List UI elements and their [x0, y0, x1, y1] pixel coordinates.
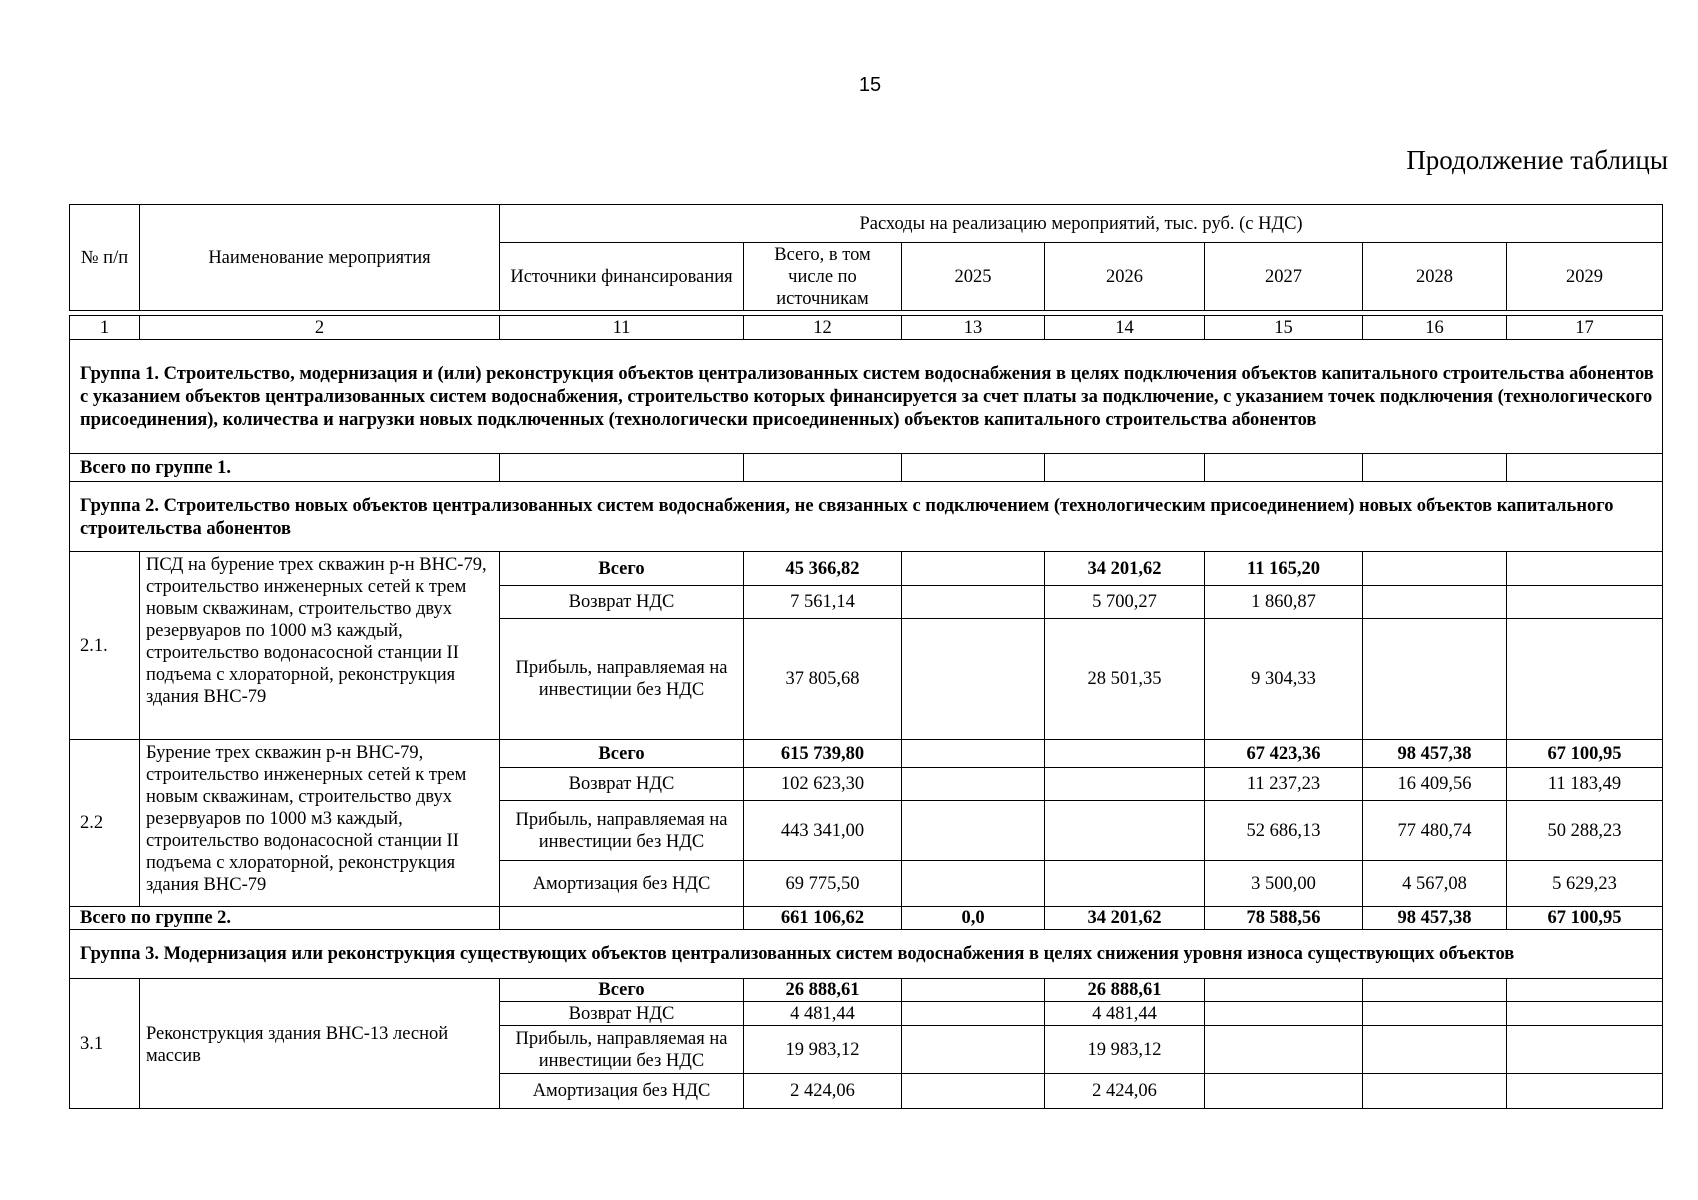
total-value: 661 106,62 — [744, 907, 902, 930]
source-label: Возврат НДС — [500, 586, 744, 619]
value-2028 — [1363, 552, 1507, 586]
group-3-title: Группа 3. Модернизация или реконструкция существующих объектов централизованных систем водоснабжения в целях снижения уровня износа существующих объектов — [70, 930, 1663, 979]
continuation-label: Продолжение таблицы — [1406, 145, 1668, 175]
source-label: Амортизация без НДС — [500, 861, 744, 907]
value-2026 — [1045, 861, 1205, 907]
investment-table — [69, 204, 1663, 1109]
value-2029 — [1507, 1002, 1663, 1026]
value-2029 — [1507, 586, 1663, 619]
value-2027 — [1205, 979, 1363, 1002]
value-2029: 5 629,23 — [1507, 861, 1663, 907]
value-2026: 2 424,06 — [1045, 1074, 1205, 1109]
group-1-total-label: Всего по группе 1. — [70, 454, 500, 482]
value-2026 — [1045, 768, 1205, 801]
header-total: Всего, в том числе по источникам — [744, 243, 902, 311]
total-value: 26 888,61 — [744, 979, 902, 1002]
value-2027 — [1205, 1026, 1363, 1074]
value-2028: 4 567,08 — [1363, 861, 1507, 907]
item-number: 3.1 — [70, 979, 140, 1109]
group-1-total-row — [70, 454, 1663, 482]
header-row-1 — [70, 205, 1663, 243]
value-2025 — [902, 586, 1045, 619]
total-value: 615 739,80 — [744, 740, 902, 768]
table-row — [70, 740, 1663, 768]
column-numbers-row — [70, 316, 1663, 340]
value-2029 — [1507, 619, 1663, 740]
value-2026: 34 201,62 — [1045, 907, 1205, 930]
col-number: 14 — [1045, 316, 1205, 340]
page-number: 15 — [858, 74, 882, 96]
total-value: 102 623,30 — [744, 768, 902, 801]
group-2-total-row — [70, 907, 1663, 930]
header-year: 2025 — [902, 243, 1045, 311]
value-2028 — [1363, 1026, 1507, 1074]
item-name: ПСД на бурение трех скважин р-н ВНС-79, строительство инженерных сетей к трем новым скважинам, строительство двух резервуаров по 1000 м3 каждый, строительство водонасосной станции II подъема с хлораторной, реконструкция здания ВНС-79 — [140, 552, 500, 740]
value-2026: 19 983,12 — [1045, 1026, 1205, 1074]
item-number: 2.1. — [70, 552, 140, 740]
value-2027: 9 304,33 — [1205, 619, 1363, 740]
source-label: Прибыль, направляемая на инвестиции без НДС — [500, 1026, 744, 1074]
value-2028: 98 457,38 — [1363, 740, 1507, 768]
source-label: Амортизация без НДС — [500, 1074, 744, 1109]
header-year: 2029 — [1507, 243, 1663, 311]
value-2025 — [902, 801, 1045, 861]
col-number: 17 — [1507, 316, 1663, 340]
source-label: Возврат НДС — [500, 768, 744, 801]
table-row — [70, 552, 1663, 586]
col-number: 2 — [140, 316, 500, 340]
source-label: Всего — [500, 979, 744, 1002]
value-2028: 77 480,74 — [1363, 801, 1507, 861]
value-2025 — [902, 1074, 1045, 1109]
value-2026: 28 501,35 — [1045, 619, 1205, 740]
value-2029: 67 100,95 — [1507, 740, 1663, 768]
group-1-title: Группа 1. Строительство, модернизация и (или) реконструкция объектов централизованных систем водоснабжения в целях подключения объектов капитального строительства абонентов с указанием объектов централизованных систем водоснабжения, строительство которых финансируется за счет платы за подключение, с указанием точек подключения (технологического присоединения), количества и нагрузки новых подключенных (технологически присоединенных) объектов капитального строительства абонентов — [70, 340, 1663, 454]
value-2027: 78 588,56 — [1205, 907, 1363, 930]
value-2025 — [902, 1002, 1045, 1026]
value-2025 — [902, 552, 1045, 586]
total-value: 443 341,00 — [744, 801, 902, 861]
value-2027: 52 686,13 — [1205, 801, 1363, 861]
value-2025 — [902, 861, 1045, 907]
value-2027: 3 500,00 — [1205, 861, 1363, 907]
value-2025 — [902, 979, 1045, 1002]
item-name: Бурение трех скважин р-н ВНС-79, строительство инженерных сетей к трем новым скважинам, строительство двух резервуаров по 1000 м3 каждый, строительство водонасосной станции II подъема с хлораторной, реконструкция здания ВНС-79 — [140, 740, 500, 907]
value-2027 — [1205, 1074, 1363, 1109]
value-2028: 16 409,56 — [1363, 768, 1507, 801]
source-label: Прибыль, направляемая на инвестиции без НДС — [500, 801, 744, 861]
header-num: № п/п — [70, 205, 140, 311]
value-2029: 67 100,95 — [1507, 907, 1663, 930]
value-2027 — [1205, 1002, 1363, 1026]
value-2028: 98 457,38 — [1363, 907, 1507, 930]
table-row — [70, 979, 1663, 1002]
value-2025: 0,0 — [902, 907, 1045, 930]
value-2025 — [902, 1026, 1045, 1074]
value-2029: 50 288,23 — [1507, 801, 1663, 861]
value-2027: 1 860,87 — [1205, 586, 1363, 619]
value-2029: 11 183,49 — [1507, 768, 1663, 801]
group-1-title-row — [70, 340, 1663, 454]
col-number: 12 — [744, 316, 902, 340]
total-value: 7 561,14 — [744, 586, 902, 619]
source-label: Возврат НДС — [500, 1002, 744, 1026]
group-2-title-row — [70, 482, 1663, 552]
col-number: 13 — [902, 316, 1045, 340]
total-value: 2 424,06 — [744, 1074, 902, 1109]
col-number: 1 — [70, 316, 140, 340]
value-2026: 5 700,27 — [1045, 586, 1205, 619]
total-value: 4 481,44 — [744, 1002, 902, 1026]
value-2029 — [1507, 1074, 1663, 1109]
item-number: 2.2 — [70, 740, 140, 907]
total-value: 19 983,12 — [744, 1026, 902, 1074]
col-number: 15 — [1205, 316, 1363, 340]
value-2028 — [1363, 979, 1507, 1002]
header-year: 2028 — [1363, 243, 1507, 311]
source-label: Всего — [500, 740, 744, 768]
source-label: Прибыль, направляемая на инвестиции без НДС — [500, 619, 744, 740]
value-2026: 26 888,61 — [1045, 979, 1205, 1002]
value-2027: 11 237,23 — [1205, 768, 1363, 801]
total-value: 37 805,68 — [744, 619, 902, 740]
value-2028 — [1363, 586, 1507, 619]
col-number: 11 — [500, 316, 744, 340]
col-number: 16 — [1363, 316, 1507, 340]
value-2027: 67 423,36 — [1205, 740, 1363, 768]
group-2-total-label: Всего по группе 2. — [70, 907, 500, 930]
header-sources: Источники финансирования — [500, 243, 744, 311]
value-2029 — [1507, 552, 1663, 586]
value-2025 — [902, 619, 1045, 740]
header-year: 2026 — [1045, 243, 1205, 311]
item-name: Реконструкция здания ВНС-13 лесной массив — [140, 979, 500, 1109]
source-label: Всего — [500, 552, 744, 586]
total-value: 69 775,50 — [744, 861, 902, 907]
header-year: 2027 — [1205, 243, 1363, 311]
value-2026 — [1045, 740, 1205, 768]
value-2029 — [1507, 1026, 1663, 1074]
value-2029 — [1507, 979, 1663, 1002]
total-value: 45 366,82 — [744, 552, 902, 586]
value-2028 — [1363, 619, 1507, 740]
header-expenses: Расходы на реализацию мероприятий, тыс. руб. (с НДС) — [500, 205, 1663, 243]
value-2027: 11 165,20 — [1205, 552, 1363, 586]
value-2026: 4 481,44 — [1045, 1002, 1205, 1026]
group-2-title: Группа 2. Строительство новых объектов централизованных систем водоснабжения, не связанных с подключением (технологическим присоединением) новых объектов капитального строительства абонентов — [70, 482, 1663, 552]
group-3-title-row — [70, 930, 1663, 979]
value-2028 — [1363, 1074, 1507, 1109]
header-name: Наименование мероприятия — [140, 205, 500, 311]
value-2026: 34 201,62 — [1045, 552, 1205, 586]
value-2025 — [902, 768, 1045, 801]
value-2028 — [1363, 1002, 1507, 1026]
value-2025 — [902, 740, 1045, 768]
value-2026 — [1045, 801, 1205, 861]
